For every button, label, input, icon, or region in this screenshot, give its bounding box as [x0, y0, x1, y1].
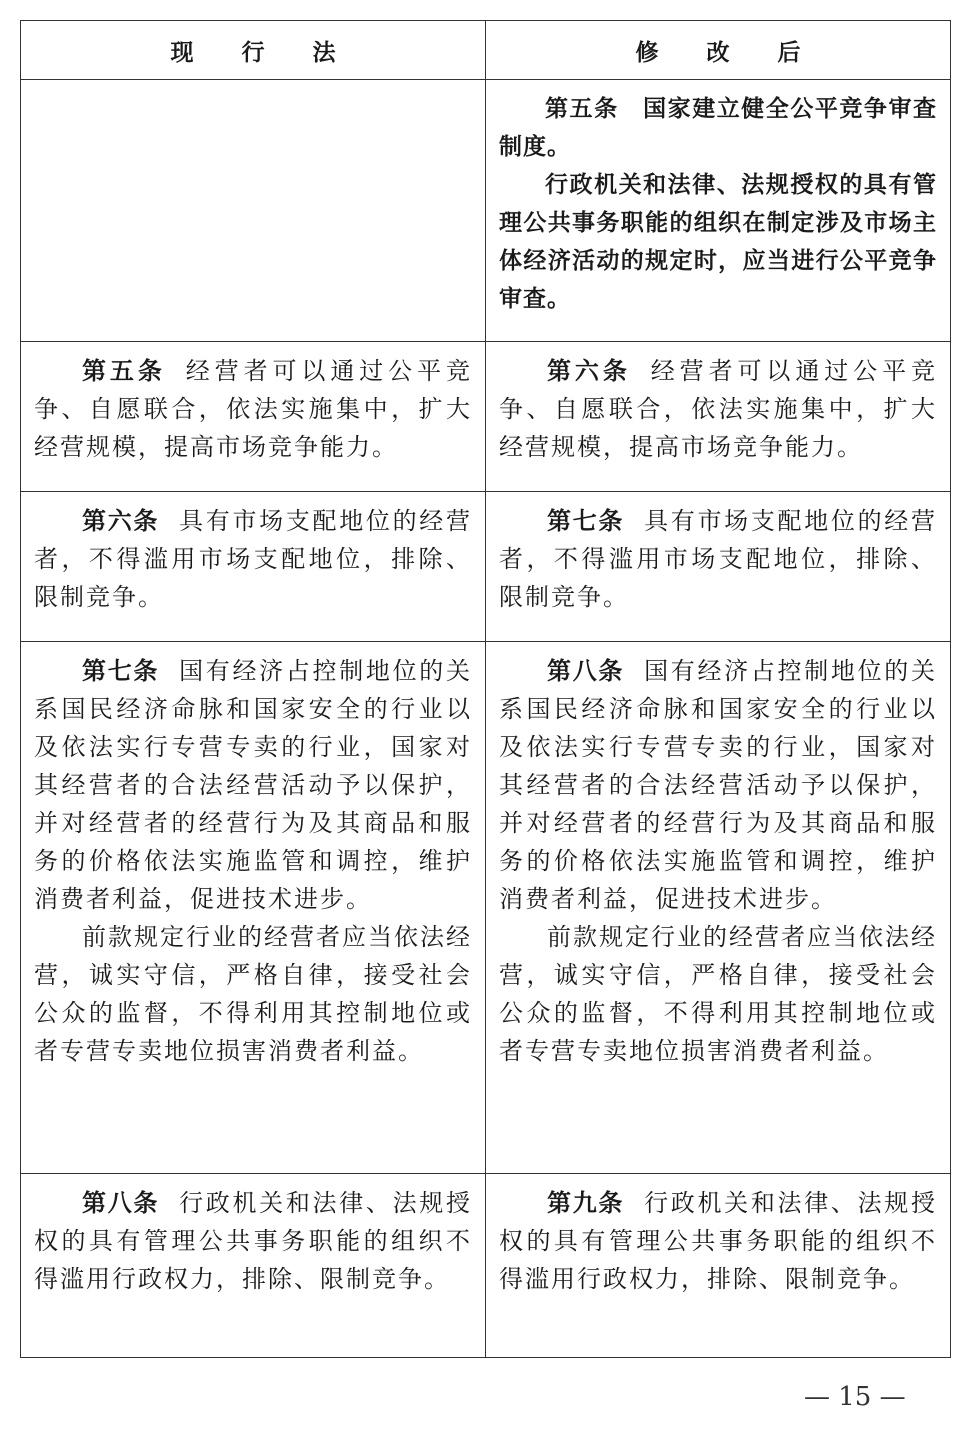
amended-cell [486, 642, 951, 1174]
comparison-table [20, 20, 951, 1358]
current-law-cell [21, 80, 486, 342]
current-law-cell [21, 642, 486, 1174]
article-paragraph: 第八条 行政机关和法律、法规授权的具有管理公共事务职能的组织不得滥用行政权力，排除、限制竞争。 [34, 1189, 473, 1293]
article-number: 第七条 [82, 657, 160, 685]
article-paragraph: 第五条 经营者可以通过公平竞争、自愿联合，依法实施集中，扩大经营规模，提高市场竞争能力。 [34, 357, 472, 461]
article-paragraph: 第六条 经营者可以通过公平竞争、自愿联合，依法实施集中，扩大经营规模，提高市场竞争能力。 [499, 357, 937, 461]
article-paragraph: 第五条 国家建立健全公平竞争审查制度。 [499, 96, 937, 160]
article-number: 第八条 [547, 657, 625, 685]
page-number: — 15 — [804, 1382, 906, 1412]
table-row [21, 342, 951, 492]
table-row [21, 642, 951, 1174]
article-number: 第五条 [82, 357, 166, 385]
current-law-cell [21, 1174, 486, 1358]
table-header-row [21, 21, 951, 80]
current-law-cell [21, 492, 486, 642]
amended-cell [486, 342, 951, 492]
article-paragraph: 第七条 具有市场支配地位的经营者，不得滥用市场支配地位，排除、限制竞争。 [499, 507, 938, 611]
article-paragraph: 第八条 国有经济占控制地位的关系国民经济命脉和国家安全的行业以及依法实行专营专卖的行业，国家对其经营者的合法经营活动予以保护，并对经营者的经营行为及其商品和服务的价格依法实施监管和调控，维护消费者利益，促进技术进步。 [499, 657, 938, 913]
article-number: 第六条 [82, 507, 160, 535]
amended-cell [486, 80, 951, 342]
article-paragraph: 前款规定行业的经营者应当依法经营，诚实守信，严格自律，接受社会公众的监督，不得利用其控制地位或者专营专卖地位损害消费者利益。 [34, 923, 472, 1065]
header-amended: 修 改 后 [486, 21, 951, 80]
article-number: 第八条 [82, 1189, 160, 1217]
table-row [21, 80, 951, 342]
header-current-law: 现 行 法 [21, 21, 486, 80]
article-paragraph: 第七条 国有经济占控制地位的关系国民经济命脉和国家安全的行业以及依法实行专营专卖的行业，国家对其经营者的合法经营活动予以保护，并对经营者的经营行为及其商品和服务的价格依法实施监管和调控，维护消费者利益，促进技术进步。 [34, 657, 473, 913]
article-number: 第六条 [547, 357, 631, 385]
amended-cell [486, 1174, 951, 1358]
article-paragraph: 行政机关和法律、法规授权的具有管理公共事务职能的组织在制定涉及市场主体经济活动的规定时，应当进行公平竞争审查。 [499, 172, 937, 312]
current-law-cell [21, 342, 486, 492]
article-number: 第九条 [547, 1189, 625, 1217]
amended-cell [486, 492, 951, 642]
article-paragraph: 第九条 行政机关和法律、法规授权的具有管理公共事务职能的组织不得滥用行政权力，排除、限制竞争。 [499, 1189, 938, 1293]
article-paragraph: 前款规定行业的经营者应当依法经营，诚实守信，严格自律，接受社会公众的监督，不得利用其控制地位或者专营专卖地位损害消费者利益。 [499, 923, 937, 1065]
article-paragraph: 第六条 具有市场支配地位的经营者，不得滥用市场支配地位，排除、限制竞争。 [34, 507, 473, 611]
article-number: 第七条 [547, 507, 625, 535]
document-page [20, 20, 950, 1358]
table-row [21, 492, 951, 642]
table-row [21, 1174, 951, 1358]
